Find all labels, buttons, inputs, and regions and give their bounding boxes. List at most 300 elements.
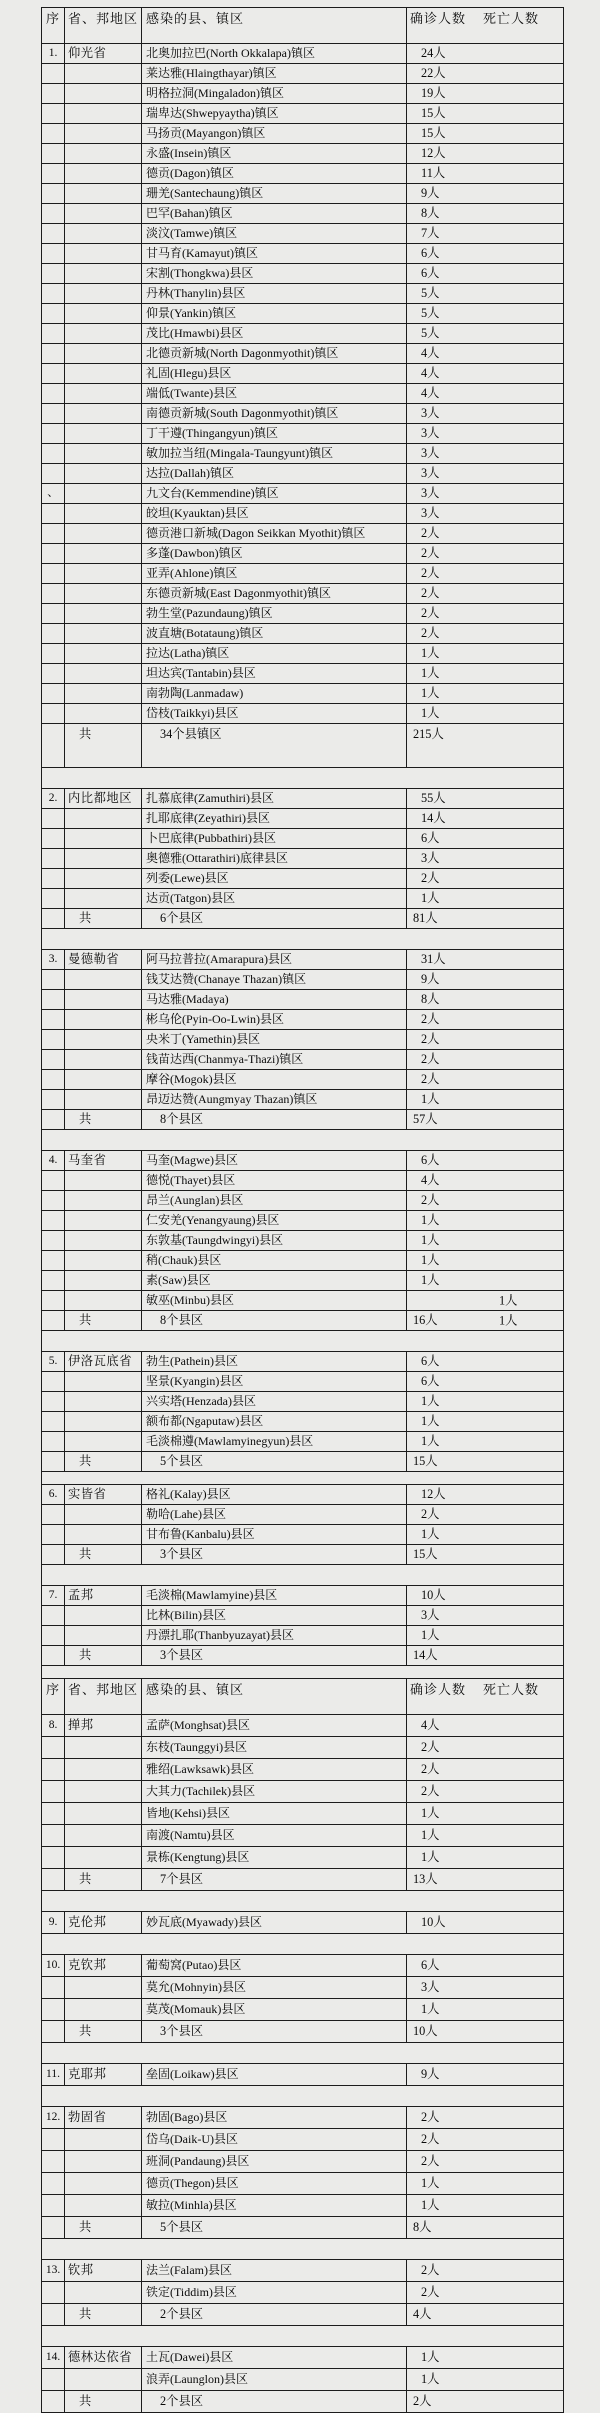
total-label: 共: [65, 909, 142, 929]
table-row: [42, 304, 564, 324]
table-row: [42, 1392, 564, 1412]
table-row: [42, 1070, 564, 1090]
row-township: 淡汶(Tamwe)镇区: [142, 224, 407, 244]
row-township: 摩谷(Mogok)县区: [142, 1070, 407, 1090]
row-seq: [42, 544, 65, 564]
row-counts: [407, 2195, 564, 2217]
row-counts: [407, 104, 564, 124]
row-region: 马奎省: [65, 1151, 142, 1171]
row-region: [65, 829, 142, 849]
row-region: [65, 464, 142, 484]
row-counts: [407, 44, 564, 64]
section-total-row: [42, 1110, 564, 1130]
row-township: 东敦基(Taungdwingyi)县区: [142, 1231, 407, 1251]
row-region: [65, 2151, 142, 2173]
confirmed-value: 31人: [421, 951, 446, 966]
row-seq: [42, 809, 65, 829]
total-counts: [407, 2304, 564, 2326]
row-township: 扎耶底律(Zeyathiri)县区: [142, 809, 407, 829]
row-township: 仰景(Yankin)镇区: [142, 304, 407, 324]
table-row: [42, 1626, 564, 1646]
row-seq: [42, 444, 65, 464]
row-region: 实皆省: [65, 1485, 142, 1505]
row-township: 法兰(Falam)县区: [142, 2260, 407, 2282]
row-township: 岱枝(Taikkyi)县区: [142, 704, 407, 724]
row-region: [65, 990, 142, 1010]
row-township: 丁干遵(Thingangyun)镇区: [142, 424, 407, 444]
spacer-row: [42, 2086, 564, 2107]
row-township: 瑞卑达(Shwepyaytha)镇区: [142, 104, 407, 124]
row-seq: 1.: [42, 44, 65, 64]
table-row: [42, 2369, 564, 2391]
total-counts: [407, 1311, 564, 1331]
row-seq: 14.: [42, 2347, 65, 2369]
row-region: [65, 704, 142, 724]
table-row: [42, 1912, 564, 1934]
confirmed-value: 1人: [421, 2175, 440, 2190]
row-region: [65, 1781, 142, 1803]
row-seq: [42, 1090, 65, 1110]
confirmed-value: 2人: [421, 605, 440, 620]
spacer-row: [42, 1331, 564, 1352]
total-label: 共: [65, 1545, 142, 1565]
row-counts: [407, 224, 564, 244]
row-seq: [42, 889, 65, 909]
row-township: 宋割(Thongkwa)县区: [142, 264, 407, 284]
table-row: [42, 1251, 564, 1271]
total-seq: [42, 1646, 65, 1666]
row-counts: [407, 2129, 564, 2151]
confirmed-value: 6人: [421, 245, 440, 260]
table-row: [42, 1191, 564, 1211]
row-seq: [42, 404, 65, 424]
row-region: 曼德勒省: [65, 950, 142, 970]
confirmed-value: 1人: [421, 1433, 440, 1448]
row-seq: [42, 829, 65, 849]
spacer-row: [42, 1565, 564, 1586]
confirmed-value: 1人: [421, 1526, 440, 1541]
row-seq: [42, 2282, 65, 2304]
row-counts: [407, 2151, 564, 2173]
confirmed-value: 2人: [421, 1739, 440, 1754]
row-counts: [407, 184, 564, 204]
row-township: 彬乌伦(Pyin-Oo-Lwin)县区: [142, 1010, 407, 1030]
row-seq: [42, 644, 65, 664]
table-row: [42, 970, 564, 990]
table-row: [42, 384, 564, 404]
total-confirmed-value: 2人: [413, 2393, 432, 2408]
confirmed-value: 2人: [421, 1192, 440, 1207]
table-row: [42, 484, 564, 504]
row-counts: [407, 1803, 564, 1825]
total-counts: [407, 1110, 564, 1130]
table-row: [42, 2347, 564, 2369]
section-total-row: [42, 1646, 564, 1666]
spacer-row: [42, 768, 564, 789]
row-township: 大其力(Tachilek)县区: [142, 1781, 407, 1803]
row-counts: [407, 1432, 564, 1452]
row-region: 钦邦: [65, 2260, 142, 2282]
row-township: 端低(Twante)县区: [142, 384, 407, 404]
row-counts: [407, 324, 564, 344]
row-region: 德林达依省: [65, 2347, 142, 2369]
row-counts: [407, 1050, 564, 1070]
row-region: [65, 324, 142, 344]
row-township: 格礼(Kalay)县区: [142, 1485, 407, 1505]
total-confirmed-value: 10人: [413, 2023, 438, 2038]
row-seq: [42, 244, 65, 264]
table-row: [42, 444, 564, 464]
total-seq: [42, 1110, 65, 1130]
row-region: [65, 1759, 142, 1781]
table-row: [42, 404, 564, 424]
confirmed-value: 1人: [421, 2197, 440, 2212]
row-counts: [407, 384, 564, 404]
total-townships-count: 34个县镇区: [142, 724, 407, 768]
header-confirmed-label: 确诊人数: [410, 11, 467, 26]
confirmed-value: 14人: [421, 810, 446, 825]
row-seq: [42, 664, 65, 684]
row-township: 列委(Lewe)县区: [142, 869, 407, 889]
total-deaths-value: 1人: [499, 1312, 518, 1327]
row-region: [65, 104, 142, 124]
row-seq: [42, 184, 65, 204]
confirmed-value: 2人: [421, 1506, 440, 1521]
row-seq: [42, 464, 65, 484]
total-label: 共: [65, 2391, 142, 2413]
total-counts: [407, 2391, 564, 2413]
row-township: 多蓬(Dawbon)镇区: [142, 544, 407, 564]
row-region: [65, 404, 142, 424]
row-region: [65, 204, 142, 224]
confirmed-value: 1人: [421, 1393, 440, 1408]
total-confirmed-value: 81人: [413, 910, 438, 925]
row-counts: [407, 1231, 564, 1251]
table-row: [42, 1505, 564, 1525]
row-region: [65, 1626, 142, 1646]
total-seq: [42, 909, 65, 929]
table-row: [42, 244, 564, 264]
total-confirmed-value: 57人: [413, 1111, 438, 1126]
total-townships-count: 3个县区: [142, 2021, 407, 2043]
table-row: [42, 1586, 564, 1606]
row-region: [65, 444, 142, 464]
row-counts: [407, 1825, 564, 1847]
table-header-row: [42, 8, 564, 44]
row-township: 南德贡新城(South Dagonmyothit)镇区: [142, 404, 407, 424]
table-row: [42, 364, 564, 384]
section-total-row: [42, 2217, 564, 2239]
row-seq: 10.: [42, 1955, 65, 1977]
table-row: [42, 869, 564, 889]
row-seq: [42, 1171, 65, 1191]
row-counts: [407, 1030, 564, 1050]
document-page: [0, 7, 600, 2408]
table-row: [42, 1825, 564, 1847]
row-seq: [42, 1432, 65, 1452]
row-seq: [42, 104, 65, 124]
total-seq: [42, 1869, 65, 1891]
confirmed-value: 11人: [421, 165, 446, 180]
row-counts: [407, 2107, 564, 2129]
row-seq: [42, 990, 65, 1010]
row-counts: [407, 624, 564, 644]
row-seq: 2.: [42, 789, 65, 809]
row-region: [65, 1171, 142, 1191]
table-row: [42, 2151, 564, 2173]
total-townships-count: 3个县区: [142, 1545, 407, 1565]
table-row: [42, 1759, 564, 1781]
row-region: [65, 1191, 142, 1211]
table-row: [42, 1352, 564, 1372]
row-counts: [407, 2369, 564, 2391]
row-counts: [407, 1251, 564, 1271]
row-counts: [407, 304, 564, 324]
confirmed-value: 1人: [421, 1232, 440, 1247]
total-label: 共: [65, 1452, 142, 1472]
row-township: 敏巫(Minbu)县区: [142, 1291, 407, 1311]
row-counts: [407, 869, 564, 889]
row-township: 扎慕底律(Zamuthiri)县区: [142, 789, 407, 809]
confirmed-value: 2人: [421, 1761, 440, 1776]
row-region: [65, 504, 142, 524]
spacer-row: [42, 1472, 564, 1485]
total-confirmed-value: 15人: [413, 1546, 438, 1561]
row-region: [65, 970, 142, 990]
section-total-row: [42, 2304, 564, 2326]
spacer-row: [42, 2326, 564, 2347]
total-label: 共: [65, 724, 142, 768]
row-counts: [407, 950, 564, 970]
row-seq: [42, 1271, 65, 1291]
table-row: [42, 2195, 564, 2217]
row-township: 钱艾达赞(Chanaye Thazan)镇区: [142, 970, 407, 990]
row-region: 克耶邦: [65, 2064, 142, 2086]
row-township: 永盛(Insein)镇区: [142, 144, 407, 164]
table-row: [42, 950, 564, 970]
table-row: [42, 84, 564, 104]
table-row: [42, 104, 564, 124]
confirmed-value: 5人: [421, 285, 440, 300]
confirmed-value: 3人: [421, 405, 440, 420]
row-region: [65, 1525, 142, 1545]
confirmed-value: 2人: [421, 1051, 440, 1066]
spacer-cell: [42, 2043, 564, 2064]
row-township: 坚景(Kyangin)县区: [142, 1372, 407, 1392]
row-counts: [407, 1525, 564, 1545]
spacer-row: [42, 2239, 564, 2260]
row-counts: [407, 644, 564, 664]
confirmed-value: 3人: [421, 505, 440, 520]
spacer-row: [42, 1934, 564, 1955]
confirmed-value: 3人: [421, 850, 440, 865]
row-region: [65, 604, 142, 624]
row-township: 马扬贡(Mayangon)镇区: [142, 124, 407, 144]
confirmed-value: 2人: [421, 2109, 440, 2124]
row-seq: [42, 424, 65, 444]
table-row: [42, 849, 564, 869]
spacer-cell: [42, 1472, 564, 1485]
row-township: 昂兰(Aunglan)县区: [142, 1191, 407, 1211]
row-region: [65, 564, 142, 584]
row-seq: [42, 1781, 65, 1803]
row-township: 卜巴底律(Pubbathiri)县区: [142, 829, 407, 849]
row-seq: [42, 344, 65, 364]
row-region: 掸邦: [65, 1715, 142, 1737]
confirmed-value: 2人: [421, 2262, 440, 2277]
confirmed-value: 5人: [421, 325, 440, 340]
table-row: [42, 284, 564, 304]
row-township: 奥德雅(Ottarathiri)底律县区: [142, 849, 407, 869]
confirmed-value: 3人: [421, 465, 440, 480]
confirmed-value: 2人: [421, 545, 440, 560]
row-region: [65, 164, 142, 184]
row-seq: [42, 1392, 65, 1412]
row-counts: [407, 64, 564, 84]
row-seq: [42, 1803, 65, 1825]
row-township: 茂比(Hmawbi)县区: [142, 324, 407, 344]
row-region: [65, 2195, 142, 2217]
row-counts: [407, 2173, 564, 2195]
confirmed-value: 8人: [421, 991, 440, 1006]
table-row: [42, 889, 564, 909]
row-region: [65, 1271, 142, 1291]
table-row: [42, 1955, 564, 1977]
row-township: 德贡(Thegon)县区: [142, 2173, 407, 2195]
row-region: 孟邦: [65, 1586, 142, 1606]
row-township: 仁安羌(Yenangyaung)县区: [142, 1211, 407, 1231]
table-row: [42, 2173, 564, 2195]
row-counts: [407, 524, 564, 544]
row-counts: [407, 704, 564, 724]
row-counts: [407, 1586, 564, 1606]
row-township: 明格拉洞(Mingaladon)镇区: [142, 84, 407, 104]
header-area: 感染的县、镇区: [142, 8, 407, 44]
row-counts: [407, 1759, 564, 1781]
table-row: [42, 1291, 564, 1311]
row-township: 铁定(Tiddim)县区: [142, 2282, 407, 2304]
row-region: [65, 1372, 142, 1392]
total-seq: [42, 1545, 65, 1565]
row-counts: [407, 484, 564, 504]
spacer-row: [42, 2043, 564, 2064]
confirmed-value: 8人: [421, 205, 440, 220]
row-seq: [42, 1412, 65, 1432]
confirmed-value: 12人: [421, 1486, 446, 1501]
row-region: 克钦邦: [65, 1955, 142, 1977]
confirmed-value: 19人: [421, 85, 446, 100]
row-seq: [42, 84, 65, 104]
total-label: 共: [65, 1869, 142, 1891]
table-row: [42, 829, 564, 849]
row-region: [65, 1825, 142, 1847]
row-counts: [407, 1171, 564, 1191]
table-row: [42, 664, 564, 684]
total-label: 共: [65, 1311, 142, 1331]
confirmed-value: 3人: [421, 1979, 440, 1994]
row-region: [65, 1606, 142, 1626]
spacer-cell: [42, 2239, 564, 2260]
total-seq: [42, 1311, 65, 1331]
total-counts: [407, 1452, 564, 1472]
row-region: [65, 1977, 142, 1999]
total-townships-count: 3个县区: [142, 1646, 407, 1666]
row-region: [65, 264, 142, 284]
row-seq: 6.: [42, 1485, 65, 1505]
row-township: 东枝(Taunggyi)县区: [142, 1737, 407, 1759]
total-confirmed-value: 13人: [413, 1871, 438, 1886]
row-seq: [42, 164, 65, 184]
row-seq: [42, 364, 65, 384]
row-township: 勃生堂(Pazundaung)镇区: [142, 604, 407, 624]
confirmed-value: 1人: [421, 1413, 440, 1428]
row-seq: [42, 684, 65, 704]
total-townships-count: 7个县区: [142, 1869, 407, 1891]
table-row: [42, 1171, 564, 1191]
confirmed-value: 2人: [421, 870, 440, 885]
row-seq: [42, 1999, 65, 2021]
section-total-row: [42, 1311, 564, 1331]
row-township: 坦达宾(Tantabin)县区: [142, 664, 407, 684]
header-deaths-label: 死亡人数: [483, 11, 540, 26]
row-counts: [407, 544, 564, 564]
row-township: 敏加拉当纽(Mingala-Taungyunt)镇区: [142, 444, 407, 464]
row-seq: 7.: [42, 1586, 65, 1606]
table-row: [42, 2282, 564, 2304]
row-seq: [42, 970, 65, 990]
row-region: [65, 644, 142, 664]
row-township: 景栋(Kengtung)县区: [142, 1847, 407, 1869]
row-counts: [407, 1715, 564, 1737]
row-counts: [407, 1271, 564, 1291]
row-region: [65, 1050, 142, 1070]
row-township: 浪弄(Launglon)县区: [142, 2369, 407, 2391]
row-counts: [407, 1352, 564, 1372]
total-counts: [407, 2021, 564, 2043]
row-region: [65, 624, 142, 644]
total-townships-count: 2个县区: [142, 2391, 407, 2413]
confirmed-value: 1人: [421, 1627, 440, 1642]
table-row: [42, 424, 564, 444]
row-seq: [42, 1050, 65, 1070]
spacer-cell: [42, 1331, 564, 1352]
row-township: 马达雅(Madaya): [142, 990, 407, 1010]
row-counts: [407, 829, 564, 849]
row-region: [65, 284, 142, 304]
confirmed-value: 1人: [421, 1091, 440, 1106]
confirmed-value: 3人: [421, 485, 440, 500]
row-seq: [42, 1251, 65, 1271]
header-confirmed-label: 确诊人数: [410, 1682, 467, 1697]
row-seq: [42, 1030, 65, 1050]
row-township: 妙瓦底(Myawady)县区: [142, 1912, 407, 1934]
row-region: [65, 1291, 142, 1311]
row-counts: [407, 1090, 564, 1110]
row-counts: [407, 1999, 564, 2021]
section-total-row: [42, 1869, 564, 1891]
header-deaths-label: 死亡人数: [483, 1682, 540, 1697]
row-region: [65, 184, 142, 204]
row-seq: [42, 2173, 65, 2195]
confirmed-value: 12人: [421, 145, 446, 160]
row-region: [65, 2129, 142, 2151]
row-region: [65, 224, 142, 244]
row-counts: [407, 2064, 564, 2086]
table-row: [42, 1010, 564, 1030]
row-township: 土瓦(Dawei)县区: [142, 2347, 407, 2369]
row-region: [65, 889, 142, 909]
row-township: 额布都(Ngaputaw)县区: [142, 1412, 407, 1432]
